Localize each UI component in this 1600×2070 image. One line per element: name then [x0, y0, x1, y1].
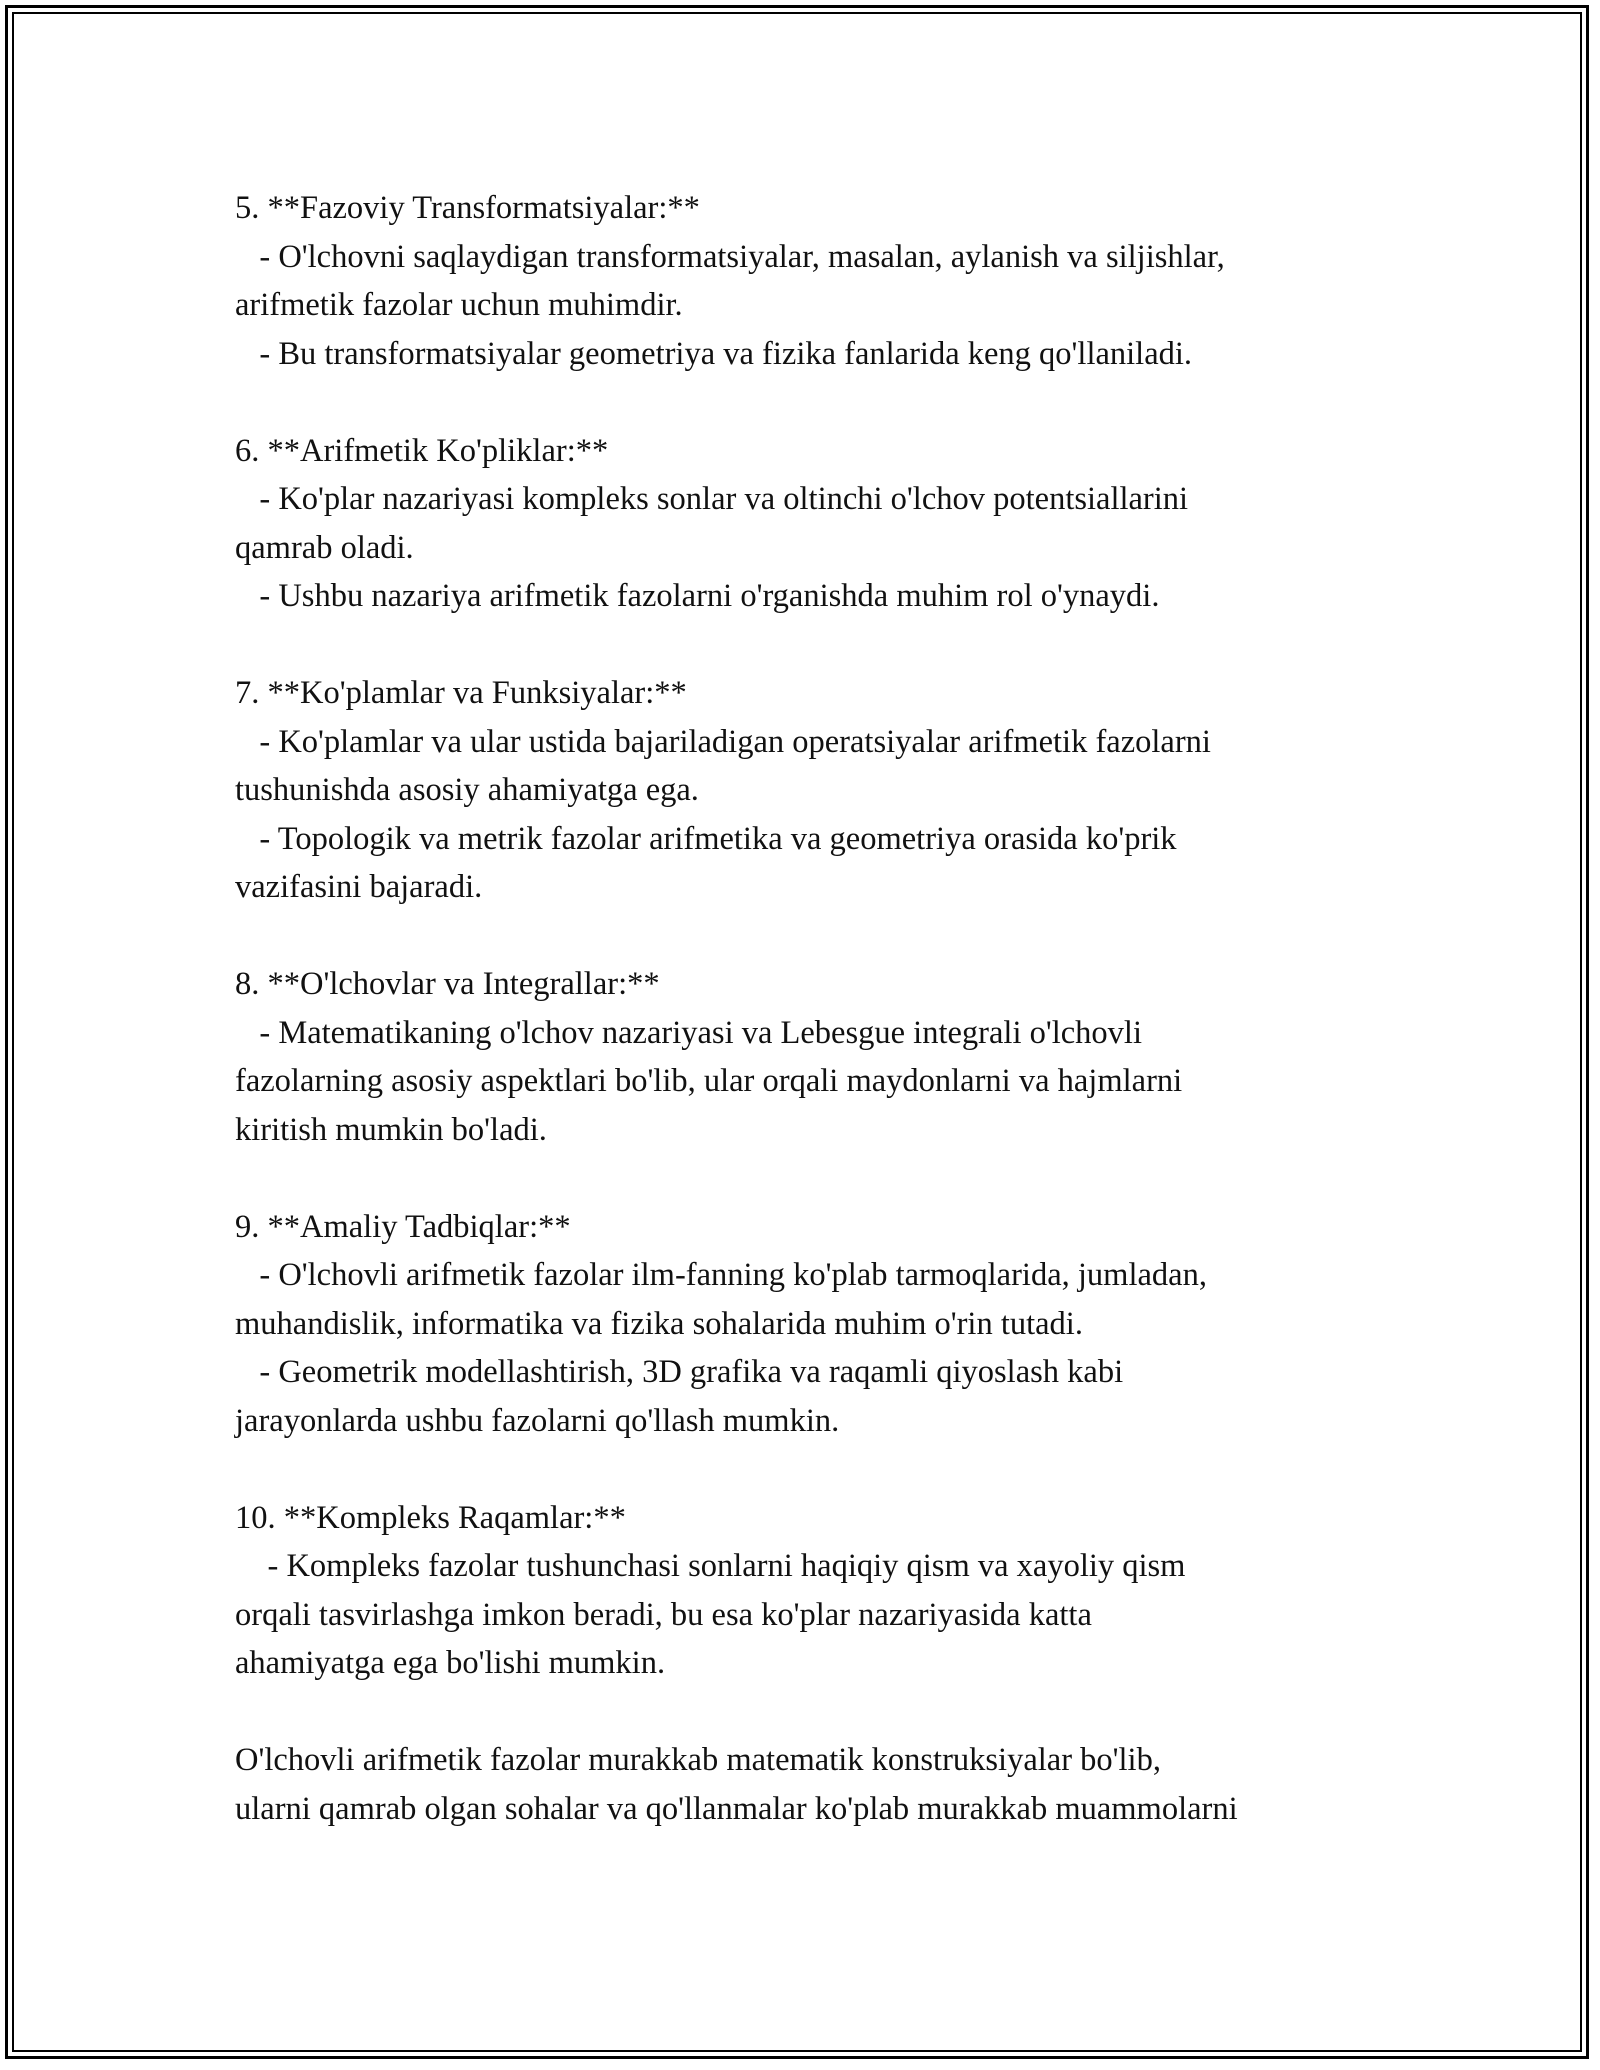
text-line: - Ushbu nazariya arifmetik fazolarni o'rganishda muhim rol o'ynaydi. — [235, 578, 1160, 614]
section-heading: 10. **Kompleks Raqamlar:** — [235, 1499, 626, 1536]
text-line: O'lchovli arifmetik fazolar murakkab matematik konstruksiyalar bo'lib, — [235, 1742, 1161, 1778]
section-heading: 7. **Ko'plamlar va Funksiyalar:** — [235, 675, 687, 711]
text-line: kiritish mumkin bo'ladi. — [235, 1111, 547, 1148]
section-10-paragraph — [235, 1494, 1415, 1688]
section-heading: 8. **O'lchovlar va Integrallar:** — [235, 966, 660, 1002]
section-8-paragraph — [235, 960, 1415, 1154]
document-body — [235, 184, 1415, 1882]
text-line: ularni qamrab olgan sohalar va qo'llanmalar ko'plab murakkab muammolarni — [235, 1790, 1238, 1827]
text-line: ahamiyatga ega bo'lishi mumkin. — [235, 1645, 666, 1681]
text-line: - O'lchovni saqlaydigan transformatsiyalar, masalan, aylanish va siljishlar, — [235, 238, 1225, 275]
text-line: jarayonlarda ushbu fazolarni qo'llash mumkin. — [235, 1402, 840, 1439]
text-line: - Matematikaning o'lchov nazariyasi va Lebesgue integrali o'lchovli — [235, 1014, 1142, 1051]
text-line: qamrab oladi. — [235, 529, 414, 566]
section-5-paragraph — [235, 184, 1415, 378]
section-7-paragraph — [235, 669, 1415, 912]
text-line: - Bu transformatsiyalar geometriya va fizika fanlarida keng qo'llaniladi. — [235, 335, 1193, 372]
section-9-paragraph — [235, 1203, 1415, 1446]
section-heading: 9. **Amaliy Tadbiqlar:** — [235, 1208, 571, 1245]
text-line: orqali tasvirlashga imkon beradi, bu esa ko'plar nazariyasida katta — [235, 1596, 1092, 1633]
text-line: - Ko'plamlar va ular ustida bajariladigan operatsiyalar arifmetik fazolarni — [235, 723, 1211, 760]
text-line: - Geometrik modellashtirish, 3D grafika va raqamli qiyoslash kabi — [235, 1354, 1124, 1390]
text-line: muhandislik, informatika va fizika sohalarida muhim o'rin tutadi. — [235, 1305, 1083, 1342]
text-line: - Kompleks fazolar tushunchasi sonlarni haqiqiy qism va xayoliy qism — [235, 1548, 1186, 1584]
text-line: vazifasini bajaradi. — [235, 869, 483, 905]
section-6-paragraph — [235, 427, 1415, 621]
section-heading: 5. **Fazoviy Transformatsiyalar:** — [235, 190, 700, 226]
section-heading: 6. **Arifmetik Ko'pliklar:** — [235, 432, 609, 469]
text-line: - Ko'plar nazariyasi kompleks sonlar va oltinchi o'lchov potentsiallarini — [235, 481, 1189, 517]
text-line: - O'lchovli arifmetik fazolar ilm-fanning ko'plab tarmoqlarida, jumladan, — [235, 1257, 1207, 1293]
text-line: - Topologik va metrik fazolar arifmetika va geometriya orasida ko'prik — [235, 820, 1177, 857]
text-line: fazolarning asosiy aspektlari bo'lib, ular orqali maydonlarni va hajmlarni — [235, 1063, 1183, 1099]
conclusion-paragraph — [235, 1736, 1415, 1833]
text-line: arifmetik fazolar uchun muhimdir. — [235, 287, 683, 323]
text-line: tushunishda asosiy ahamiyatga ega. — [235, 772, 699, 808]
